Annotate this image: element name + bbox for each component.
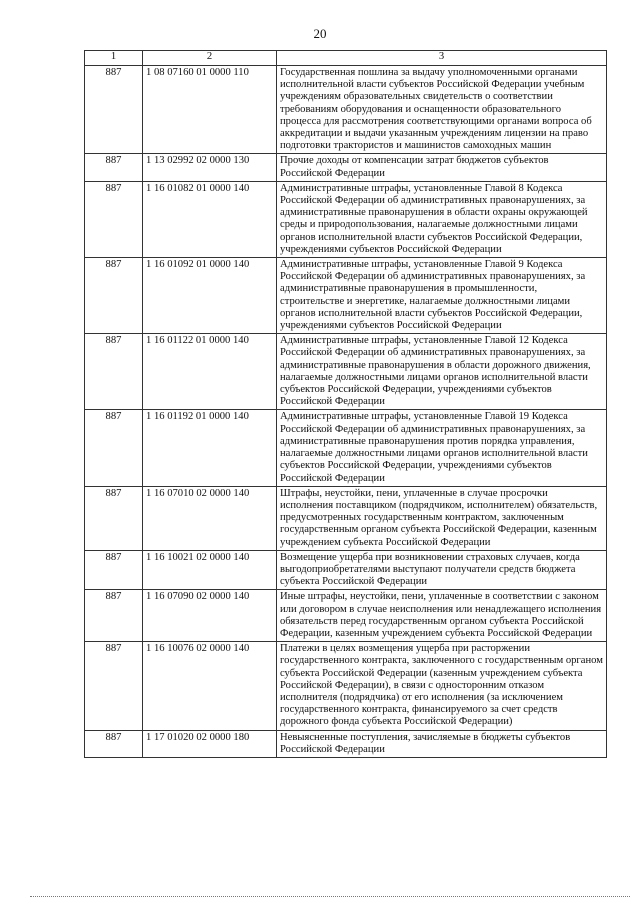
table-row	[85, 642, 607, 730]
table-row	[85, 66, 607, 154]
revenue-codes-table	[84, 50, 607, 758]
table-row	[85, 258, 607, 334]
budget-code-cell: 1 16 01192 01 0000 140	[143, 410, 277, 486]
admin-code-cell: 887	[85, 550, 143, 590]
budget-code-cell: 1 13 02992 02 0000 130	[143, 154, 277, 181]
table-row	[85, 410, 607, 486]
admin-code-cell: 887	[85, 258, 143, 334]
admin-code-cell: 887	[85, 486, 143, 550]
admin-code-cell: 887	[85, 410, 143, 486]
description-cell: Прочие доходы от компенсации затрат бюджетов субъектов Российской Федерации	[277, 154, 607, 181]
budget-code-cell: 1 16 01122 01 0000 140	[143, 334, 277, 410]
description-cell: Административные штрафы, установленные Главой 9 Кодекса Российской Федерации об административных правонарушениях, за административные правонарушения в промышленности, строительстве и энергетике, налагаемые должностными лицами органов исполнительной власти субъектов Российской Федерации, учреждениями субъектов Российской Федерации	[277, 258, 607, 334]
description-cell: Государственная пошлина за выдачу уполномоченными органами исполнительной власти субъектов Российской Федерации учебным учреждениям образовательных свидетельств о соответствии требованиям оборудования и оснащенности образовательного процесса для рассмотрения соответствующими органами вопроса об аккредитации и выдачи указанным учреждениям лицензии на право подготовки трактористов и машинистов самоходных машин	[277, 66, 607, 154]
column-header: 1	[85, 51, 143, 66]
budget-code-cell: 1 16 07010 02 0000 140	[143, 486, 277, 550]
admin-code-cell: 887	[85, 154, 143, 181]
description-cell: Платежи в целях возмещения ущерба при расторжении государственного контракта, заключенного с государственным органом субъекта Российской Федерации (казенным учреждением субъекта Российской Федерации), в связи с односторонним отказом исполнителя (подрядчика) от его исполнения (за исключением государственного контракта, финансируемого за счет средств дорожного фонда субъекта Российской Федерации)	[277, 642, 607, 730]
description-cell: Штрафы, неустойки, пени, уплаченные в случае просрочки исполнения поставщиком (подрядчиком, исполнителем) обязательств, предусмотренных государственным контрактом, заключенным государственным органом субъекта Российской Федерации, казенным учреждением субъекта Российской Федерации	[277, 486, 607, 550]
admin-code-cell: 887	[85, 181, 143, 257]
table-row	[85, 590, 607, 642]
description-cell: Возмещение ущерба при возникновении страховых случаев, когда выгодоприобретателями выступают получатели средств бюджета субъекта Российской Федерации	[277, 550, 607, 590]
budget-code-cell: 1 16 10076 02 0000 140	[143, 642, 277, 730]
page-number: 20	[313, 26, 327, 41]
description-cell: Административные штрафы, установленные Главой 19 Кодекса Российской Федерации об административных правонарушениях, за административные правонарушения против порядка управления, налагаемые должностными лицами органов исполнительной власти субъектов Российской Федерации, учреждениями субъектов Российской Федерации	[277, 410, 607, 486]
admin-code-cell: 887	[85, 590, 143, 642]
budget-code-cell: 1 17 01020 02 0000 180	[143, 730, 277, 757]
description-cell: Административные штрафы, установленные Главой 8 Кодекса Российской Федерации об административных правонарушениях, за административные правонарушения в области охраны окружающей среды и природопользования, налагаемые должностными лицами органов исполнительной власти субъектов Российской Федерации, учреждениями субъектов Российской Федерации	[277, 181, 607, 257]
column-header: 2	[143, 51, 277, 66]
table-row	[85, 154, 607, 181]
column-header: 3	[277, 51, 607, 66]
description-cell: Иные штрафы, неустойки, пени, уплаченные в соответствии с законом или договором в случае неисполнения или ненадлежащего исполнения обязательств перед государственным органом субъекта Российской Федерации, казенным учреждением субъекта Российской Федерации	[277, 590, 607, 642]
budget-code-cell: 1 16 01082 01 0000 140	[143, 181, 277, 257]
admin-code-cell: 887	[85, 334, 143, 410]
admin-code-cell: 887	[85, 642, 143, 730]
budget-code-cell: 1 16 01092 01 0000 140	[143, 258, 277, 334]
budget-code-cell: 1 16 07090 02 0000 140	[143, 590, 277, 642]
scan-edge-divider	[30, 896, 630, 897]
description-cell: Административные штрафы, установленные Главой 12 Кодекса Российской Федерации об административных правонарушениях, за административные правонарушения в области дорожного движения, налагаемые должностными лицами органов исполнительной власти субъектов Российской Федерации, учреждениями субъектов Российской Федерации	[277, 334, 607, 410]
admin-code-cell: 887	[85, 730, 143, 757]
table-row	[85, 334, 607, 410]
table-header-row	[85, 51, 607, 66]
table-row	[85, 550, 607, 590]
admin-code-cell: 887	[85, 66, 143, 154]
table-row	[85, 730, 607, 757]
table-row	[85, 486, 607, 550]
description-cell: Невыясненные поступления, зачисляемые в бюджеты субъектов Российской Федерации	[277, 730, 607, 757]
table-row	[85, 181, 607, 257]
budget-code-cell: 1 16 10021 02 0000 140	[143, 550, 277, 590]
budget-code-cell: 1 08 07160 01 0000 110	[143, 66, 277, 154]
